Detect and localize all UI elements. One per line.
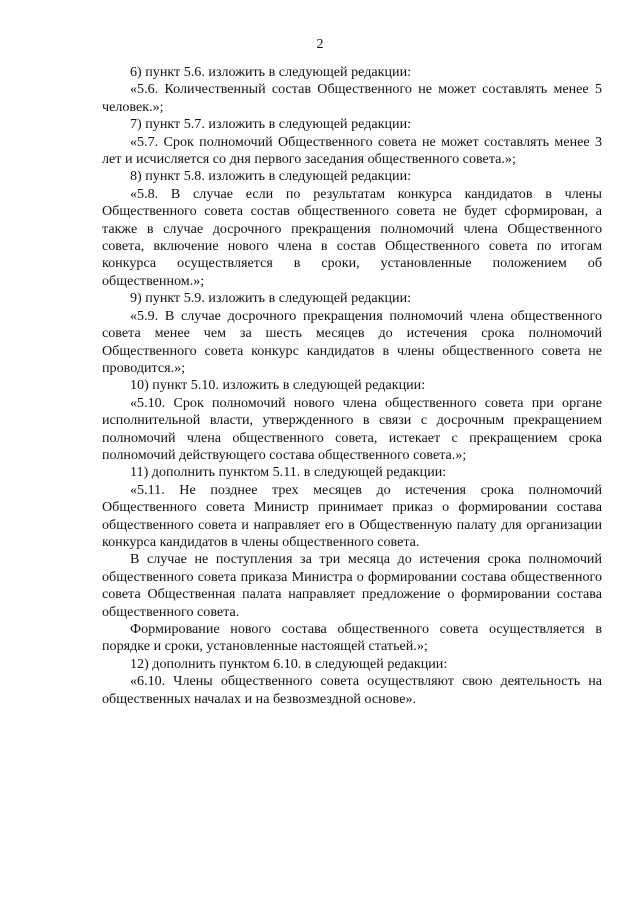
paragraph-clause-5-9: «5.9. В случае досрочного прекращения полномочий члена общественного совета менее чем за шесть месяцев до истечения срока полномочий Общественного совета конкурс кандидатов в члены общественного совета не проводится.»; xyxy=(102,307,602,376)
paragraph-item-6-heading: 6) пункт 5.6. изложить в следующей редакции: xyxy=(130,64,412,80)
paragraph-item-11-heading: 11) дополнить пунктом 5.11. в следующей редакции: xyxy=(130,464,447,481)
paragraph-clause-5-11-part-2: В случае не поступления за три месяца до истечения срока полномочий общественного совета приказа Министра о формировании состава общественного совета Общественная палата направляет предложение о формировании состава общественного совета. xyxy=(102,551,602,620)
page-number: 2 xyxy=(316,37,324,52)
paragraph-clause-6-10: «6.10. Члены общественного совета осуществляют свою деятельность на общественных началах и на безвозмездной основе». xyxy=(102,673,602,707)
paragraph-clause-5-6: «5.6. Количественный состав Общественного не может составлять менее 5 человек.»; xyxy=(102,81,602,115)
paragraph-clause-5-11: «5.11. Не позднее трех месяцев до истечения срока полномочий Общественного совета Министр принимает приказ о формировании состава общественного совета и направляет его в Общественную палату для организации конкурса кандидатов в члены общественного совета. xyxy=(102,481,602,550)
paragraph-item-9-heading: 9) пункт 5.9. изложить в следующей редакции: xyxy=(130,290,412,307)
paragraph-item-7-heading: 7) пункт 5.7. изложить в следующей редакции: xyxy=(130,116,412,133)
paragraph-clause-5-10: «5.10. Срок полномочий нового члена общественного совета при органе исполнительной власти, утвержденного в связи с досрочным прекращением полномочий члена общественного совета, истекает с прекращением срока полномочий действующего состава общественного совета.»; xyxy=(102,394,602,463)
paragraph-clause-5-7: «5.7. Срок полномочий Общественного совета не может составлять менее 3 лет и исчисляется со дня первого заседания общественного совета.»; xyxy=(102,133,602,168)
paragraph-clause-5-8: «5.8. В случае если по результатам конкурса кандидатов в члены Общественного совета состав общественного совета не будет сформирован, а также в случае досрочного прекращения полномочий члена Общественного совета, включение нового члена в состав Общественного совета по итогам конкурса осуществляется в сроки, установленные положением об общественном.»; xyxy=(102,185,602,289)
paragraph-item-8-heading: 8) пункт 5.8. изложить в следующей редакции: xyxy=(130,168,412,185)
paragraph-clause-5-11-part-3: Формирование нового состава общественного совета осуществляется в порядке и сроки, установленные настоящей статьей.»; xyxy=(102,621,602,655)
paragraph-item-12-heading: 12) дополнить пунктом 6.10. в следующей редакции: xyxy=(130,655,448,672)
document-body xyxy=(102,64,602,708)
paragraph-item-10-heading: 10) пункт 5.10. изложить в следующей редакции: xyxy=(130,377,426,394)
